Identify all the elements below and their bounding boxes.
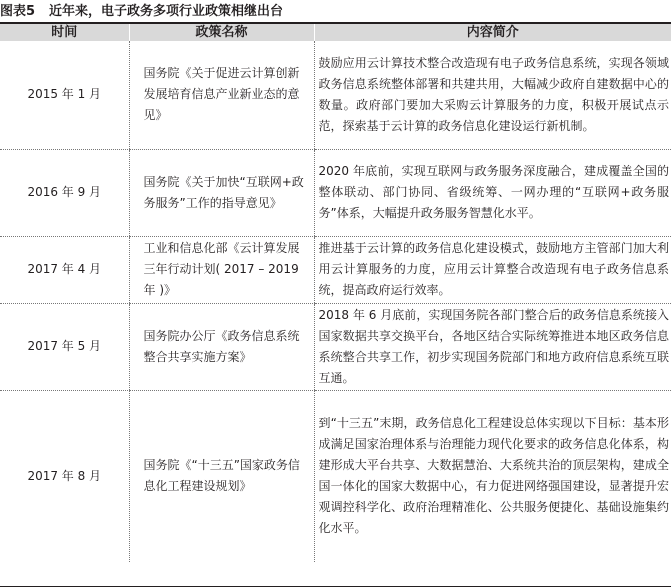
row-summary: 2020 年底前，实现互联网与政务服务深度融合，建成覆盖全国的整体联动、部门协同、省级统筹、一网办理的“互联网+政务服务”体系，大幅提升政务服务智慧化水平。 — [314, 149, 671, 236]
row-summary: 到“十三五”末期，政务信息化工程建设总体实现以下目标：基本形成满足国家治理体系与治理能力现代化要求的政务信息化体系，构建形成大平台共享、大数据慧治、大系统共治的顶层架构，建成全国一体化的国家大数据中心，有力促进网络强国建设，显著提升宏观调控科学化、政府治理精准化、公共服务便捷化、基础设施集约化水平。 — [314, 390, 671, 562]
table-row — [0, 149, 671, 236]
caption-title: 近年来，电子政务多项行业政策相继出台 — [49, 4, 284, 19]
bottom-rule — [0, 586, 671, 587]
table-row — [0, 303, 671, 390]
row-summary: 鼓励应用云计算技术整合改造现有电子政务信息系统，实现各领域政务信息系统整体部署和共建共用，大幅减少政府自建数据中心的数量。政府部门要加大采购云计算服务的力度，积极开展试点示范，探索基于云计算的政务信息化建设运行新机制。 — [314, 41, 671, 149]
row-time: 2016 年 9 月 — [0, 149, 129, 236]
column-header-policy-name: 政策名称 — [129, 24, 314, 41]
row-policy-name: 国务院《“十三五”国家政务信息化工程建设规划》 — [129, 390, 314, 562]
row-policy-name: 国务院办公厅《政务信息系统整合共享实施方案》 — [129, 303, 314, 390]
row-policy-name: 国务院《关于促进云计算创新发展培育信息产业新业态的意见》 — [129, 41, 314, 149]
row-policy-name: 国务院《关于加快“互联网+政务服务”工作的指导意见》 — [129, 149, 314, 236]
row-policy-name: 工业和信息化部《云计算发展三年行动计划( 2017 – 2019 年 )》 — [129, 236, 314, 303]
row-time: 2017 年 5 月 — [0, 303, 129, 390]
table-row — [0, 390, 671, 562]
row-time: 2015 年 1 月 — [0, 41, 129, 149]
table-row — [0, 236, 671, 303]
table-row — [0, 41, 671, 149]
row-summary: 2018 年 6 月底前，实现国务院各部门整合后的政务信息系统接入国家数据共享交换平台，各地区结合实际统筹推进本地区政务信息系统整合共享工作，初步实现国务院部门和地方政府信息系统互联互通。 — [314, 303, 671, 390]
row-time: 2017 年 8 月 — [27, 468, 102, 483]
column-header-summary: 内容简介 — [314, 24, 671, 41]
policy-table — [0, 24, 671, 562]
row-summary: 推进基于云计算的政务信息化建设模式，鼓励地方主管部门加大利用云计算服务的力度，应用云计算整合改造现有电子政务信息系统，提高政府运行效率。 — [314, 236, 671, 303]
row-time: 2017 年 4 月 — [0, 236, 129, 303]
header-row — [0, 24, 671, 41]
column-header-time: 时间 — [0, 24, 129, 41]
caption-number: 图表5 — [0, 4, 36, 19]
table-caption — [0, 2, 671, 22]
